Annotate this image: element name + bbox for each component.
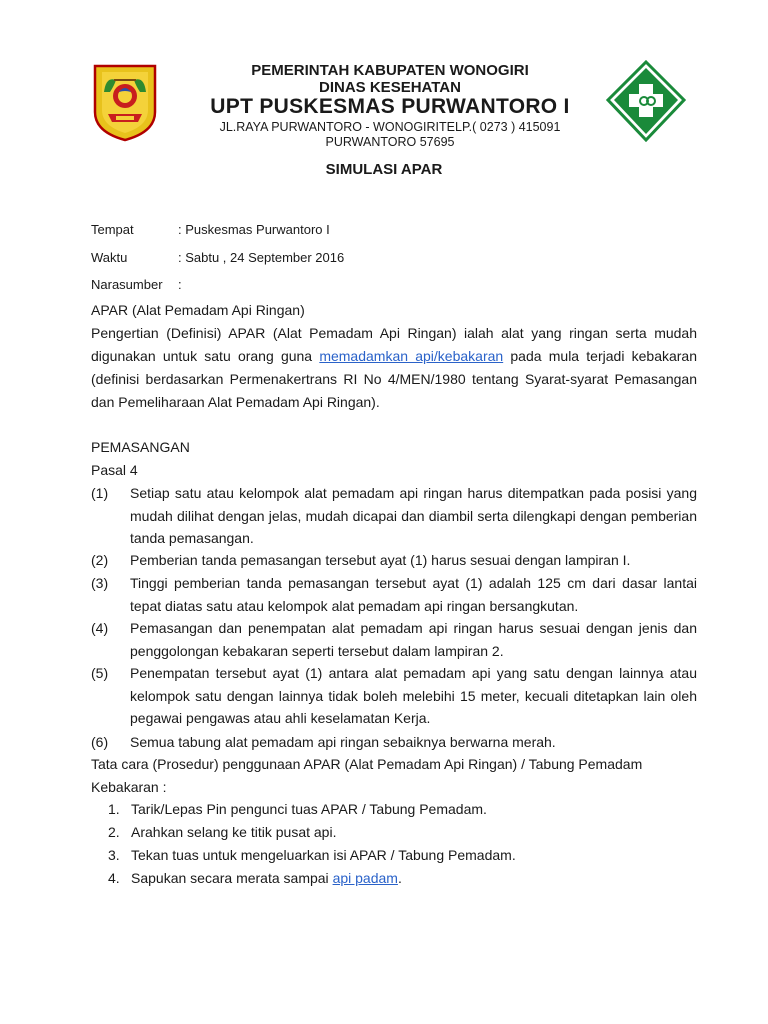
health-cross-logo-icon xyxy=(606,60,686,142)
info-value-tempat: : Puskesmas Purwantoro I xyxy=(178,222,330,237)
step-item xyxy=(108,867,668,890)
address-line-2: PURWANTORO 57695 xyxy=(325,135,455,149)
step-text: Tekan tuas untuk mengeluarkan isi APAR / Tabung Pemadam. xyxy=(131,847,516,863)
address-line-1: JL.RAYA PURWANTORO - WONOGIRITELP.( 0273 ) 415091 xyxy=(219,120,561,134)
rule-number: (2) xyxy=(91,552,109,568)
rule-text: Setiap satu atau kelompok alat pemadam api ringan harus ditempatkan pada posisi yang mudah dilihat dengan jelas, mudah dicapai dan diambil serta dilengkapi dengan pemberian tanda pemasangan. xyxy=(130,485,697,547)
rule-item xyxy=(91,482,697,550)
info-label-narasumber: Narasumber xyxy=(91,277,163,292)
step-text-before: Sapukan secara merata sampai xyxy=(131,870,333,886)
rule-item xyxy=(91,572,697,617)
step-item xyxy=(108,798,668,821)
rule-text: Pemberian tanda pemasangan tersebut ayat (1) harus sesuai dengan lampiran I. xyxy=(130,552,631,568)
info-label-waktu: Waktu xyxy=(91,250,128,265)
step-text xyxy=(131,867,668,890)
rule-number: (5) xyxy=(91,665,109,681)
info-value-narasumber: : xyxy=(178,277,182,292)
step-text: Tarik/Lepas Pin pengunci tuas APAR / Tabung Pemadam. xyxy=(131,801,487,817)
rule-text: Semua tabung alat pemadam api ringan sebaiknya berwarna merah. xyxy=(130,734,556,750)
definition-paragraph xyxy=(91,322,697,414)
rule-number: (1) xyxy=(91,485,109,501)
info-value-waktu: : Sabtu , 24 September 2016 xyxy=(178,250,345,265)
step-number: 2. xyxy=(108,824,120,840)
institution-name: UPT PUSKESMAS PURWANTORO I xyxy=(210,95,570,118)
step-text: Arahkan selang ke titik pusat api. xyxy=(131,824,337,840)
rule-number: (4) xyxy=(91,620,109,636)
fire-extinguishing-link[interactable]: memadamkan api/kebakaran xyxy=(319,348,504,364)
step-number: 3. xyxy=(108,847,120,863)
step-number: 1. xyxy=(108,801,120,817)
rule-text: Tinggi pemberian tanda pemasangan tersebut ayat (1) adalah 125 cm dari dasar lantai tepat diatas satu atau kelompok alat pemadam api ringan bersangkutan. xyxy=(130,575,697,614)
department-name: DINAS KESEHATAN xyxy=(319,79,461,96)
rule-number: (3) xyxy=(91,575,109,591)
step-item xyxy=(108,821,668,844)
section-heading: PEMASANGAN xyxy=(91,439,190,455)
step-number: 4. xyxy=(108,870,120,886)
apar-heading: APAR (Alat Pemadam Api Ringan) xyxy=(91,302,305,318)
api-padam-link[interactable]: api padam xyxy=(332,870,398,886)
step-item xyxy=(108,844,668,867)
rule-text: Penempatan tersebut ayat (1) antara alat pemadam api yang satu dengan lainnya atau kelompok satu dengan lainnya tidak boleh melebihi 15 meter, kecuali ditetapkan lain oleh pegawai pengawas atau ahli keselamatan Kerja. xyxy=(130,665,697,727)
document-title: SIMULASI APAR xyxy=(325,161,443,178)
rule-text: Pemasangan dan penempatan alat pemadam api ringan harus sesuai dengan jenis dan penggolongan kebakaran seperti tersebut dalam lampiran 2. xyxy=(130,620,697,659)
wonogiri-regency-emblem-icon xyxy=(92,62,158,142)
rule-number: (6) xyxy=(91,734,109,750)
procedure-intro: Tata cara (Prosedur) penggunaan APAR (Alat Pemadam Api Ringan) / Tabung Pemadam Kebakaran : xyxy=(91,756,643,795)
government-name: PEMERINTAH KABUPATEN WONOGIRI xyxy=(251,62,529,79)
pasal-heading: Pasal 4 xyxy=(91,462,138,478)
definition-text-after: pada mula terjadi kebakaran (definisi berdasarkan Permenakertrans RI No 4/MEN/1980 tentang Syarat-syarat Pemasangan dan Pemeliharaan Alat Pemadam Api Ringan). xyxy=(91,348,698,410)
rule-item xyxy=(91,617,697,662)
rule-item xyxy=(91,662,697,730)
step-text-after: . xyxy=(397,870,402,886)
rule-item xyxy=(91,731,697,754)
info-label-tempat: Tempat xyxy=(91,222,134,237)
rule-item xyxy=(91,549,697,572)
definition-text-before: Pengertian (Definisi) APAR (Alat Pemadam Api Ringan) ialah alat yang ringan serta mudah digunakan untuk satu orang guna xyxy=(91,325,697,364)
